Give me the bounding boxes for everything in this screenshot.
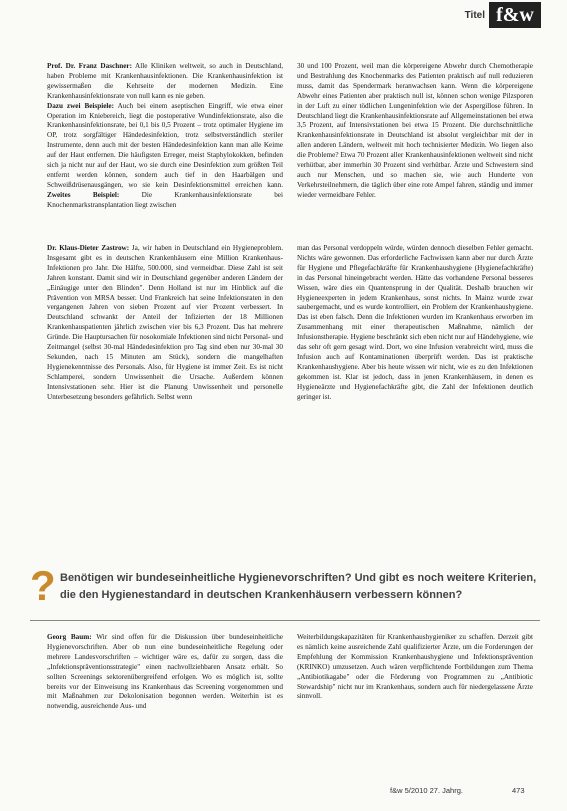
journal-logo: f&w <box>489 2 541 28</box>
interview-question <box>30 562 540 612</box>
question-text: Benötigen wir bundeseinheitliche Hygienevorschriften? Und gibt es noch weitere Kriterien, die den Hygienestandard in deutschen Krankenhäusern verbessern können? <box>60 572 537 601</box>
journal-citation: f&w 5/2010 27. Jahrg. <box>390 786 463 795</box>
page-number: 473 <box>512 786 525 795</box>
page-header <box>0 0 567 30</box>
answer-daschner-part1: Prof. Dr. Franz Daschner: Alle Kliniken weltweit, so auch in Deutschland, haben Probleme mit Krankenhausinfektionen. Die Krankenhausinfektion ist gewissermaßen die Kehrseite der modernen Medizin. Eine Krankenhausinfektionsrate von null kann es nie geben. Dazu zwei Beispiele: Auch bei einem aseptischen Eingriff, wie etwa einer Operation im Kniebereich, liegt die postoperative Wundinfektionsrate, also die Krankenhausinfektionsrate, bei 0,1 bis 0,5 Prozent – trotz optimaler Hygiene im OP, trotz sorgfältiger Händedesinfektion, trotz selbstverständlich steriler Instrumente, denn auch mit der besten Händedesinfektion kann man alle Keime auf der Haut entfernen. Die häufigsten Erreger, meist Staphylokokken, befinden sich ja nicht nur auf der Haut, wo sie durch eine Desinfektion zum größten Teil entfernt werden können, sondern auch tief in den Haarbälgen und Schweißdrüsenausgängen, wo sie kein Desinfektionsmittel erreichen kann. Zweites Beispiel: Die Krankenhausinfektionsrate bei Knochenmarkstransplantation liegt zwischen <box>47 62 283 209</box>
divider <box>30 620 540 621</box>
answer-zastrow-part1: Dr. Klaus-Dieter Zastrow: Ja, wir haben in Deutschland ein Hygieneproblem. Insgesamt gibt es in deutschen Krankenhäusern eine Million Krankenhaus-Infektionen pro Jahr. Die Hälfte, 500.000, sind vermeidbar. Diese Zahl ist seit Jahren konstant. Damit sind wir in Deutschland gegenüber anderen Ländern der „Einäugige unter den Blinden". Denn Holland ist nur im Hinblick auf die Prävention von MRSA besser. Und Frankreich hat seine Infektionsraten in den vergangenen Jahren von sieben Prozent auf vier Prozent verbessert. In Deutschland schwankt der Anteil der Infizierten der 18 Millionen Krankenhauspatienten jährlich zwischen vier bis 6,3 Prozent. Das hat mehrere Gründe. Die Hauptursachen für nosokomiale Infektionen sind nicht Personal- und Zeitmangel (selbst 30-mal Händedesinfektion pro Tag sind eben nur 30-mal 30 Sekunden, nach 15 Minuten am Stück), sondern die mangelhaften Hygienekenntnisse des Personals. Also, für Hygiene ist immer Zeit. Es ist nicht Schlamperei, sondern Unwissenheit die Ursache. Außerdem können Intensivstationen sehr. Hier ist die Planung Unwissenheit und personelle Unterbesetzung besonders gefährlich. Selbst wenn <box>47 244 283 401</box>
answer-zastrow-part2: man das Personal verdoppeln würde, würden dennoch dieselben Fehler gemacht. Nichts wäre gewonnen. Das erforderliche Fachwissen kann aber nur durch Ärzte für Hygiene und Pflegefachkräfte für Krankenhaushygiene (Hygienefachkräfte) in das Personal hineingebracht werden. Hätte das vorhandene Personal besseres Wissen, wäre dies ein Quantensprung in der Qualität. Deshalb brauchen wir Hygieneexperten in jedem Krankenhaus, sonst nichts. In Mainz wurde zwar saubergemacht, und es wurde kontrolliert, ein Problem der Krankenhaushygiene. Das ist eben falsch. Denn die Infektionen wurden im Krankenhaus erworben im Zusammenhang mit einer therapeutischen Maßnahme, nämlich der Infusionstherapie. Hygiene beschränkt sich eben nicht nur auf Händehygiene, wie das sehr oft gern gesagt wird. Dort, wo eine Infusion verabreicht wird, muss die Infusion auch auf Kontaminationen überprüft werden. Das ist praktische Krankenhaushygiene. Aber bis heute wissen wir nicht, wie es zu den Infektionen gekommen ist. Klar ist jedoch, dass in jenen Krankenhäusern, in denen es Hygieneärzte und Hygienefachkräfte gibt, die Zahl der Infektionen deutlich geringer ist. <box>297 244 533 401</box>
speaker-name: Dr. Klaus-Dieter Zastrow: <box>47 244 130 252</box>
speaker-name: Prof. Dr. Franz Daschner: <box>47 62 132 70</box>
section-title: Titel <box>464 10 485 21</box>
answer-daschner-part2: 30 und 100 Prozent, weil man die körpereigene Abwehr durch Chemotherapie und Bestrahlung des Knochenmarks des Patienten praktisch auf null reduzieren muss, damit das Spendermark heranwachsen kann. Wenn die körpereigene Abwehr eines Patienten aber praktisch null ist, können schon wenige Pilzsporen in der Luft zu einer tödlichen Lungeninfektion wie der Aspergillose führen. In Deutschland liegt die Krankenhausinfektionsrate auf Allgemeinstationen bei etwa 3,5 Prozent, auf Intensivstationen bei etwa 15 Prozent. Die durchschnittliche Krankenhausinfektionsrate in Deutschland ist absolut vergleichbar mit der in allen anderen Ländern, weltweit mit hoch technisierter Medizin. Wo liegen also die Probleme? Etwa 70 Prozent aller Krankenhausinfektionen weltweit sind nicht verhütbar, aber immerhin 30 Prozent sind verhütbar. Ärzte und Schwestern sind auch nur Menschen, und so machen sie, wie auch Hunderte von Verkehrsteilnehmern, die täglich über eine rote Ampel fahren, ständig und immer wieder vermeidbare Fehler. <box>297 62 533 199</box>
speaker-name: Georg Baum: <box>47 633 92 641</box>
question-mark-icon: ? <box>30 562 56 609</box>
answer-baum-part2: Weiterbildungskapazitäten für Krankenhaushygieniker zu schaffen. Derzeit gibt es nämlich keine ausreichende Zahl qualifizierter Ärzte, um die Forderungen der Empfehlung der Kommission Krankenhaushygiene und Infektionsprävention (KRINKO) umzusetzen. Auch wären verpflichtende Fortbildungen zum Thema „Antibiotikagabe" oder die Förderung von Programmen zu „Antibiotic Stewardship" nicht nur im Krankenhaus, sondern auch für niedergelassene Ärzte sinnvoll. <box>297 633 533 701</box>
answer-baum-part1: Georg Baum: Wir sind offen für die Diskussion über bundeseinheitliche Hygienevorschriften. Aber ob nun eine bundeseinheitliche Regelung oder mehrere Landesvorschriften – wichtiger wäre es, dafür zu sorgen, dass die „Infektionspräventionsstrategie" einen nachvollziehbaren Ansatz erhält. So sollten Screenings sektorenübergreifend erfolgen. Wo es möglich ist, sollte bereits vor der Einweisung ins Krankenhaus das Screening vorgenommen und mit Maßnahmen zur Dekolonisation begonnen werden. Weiterhin ist es notwendig, ausreichende Aus- und <box>47 633 283 711</box>
